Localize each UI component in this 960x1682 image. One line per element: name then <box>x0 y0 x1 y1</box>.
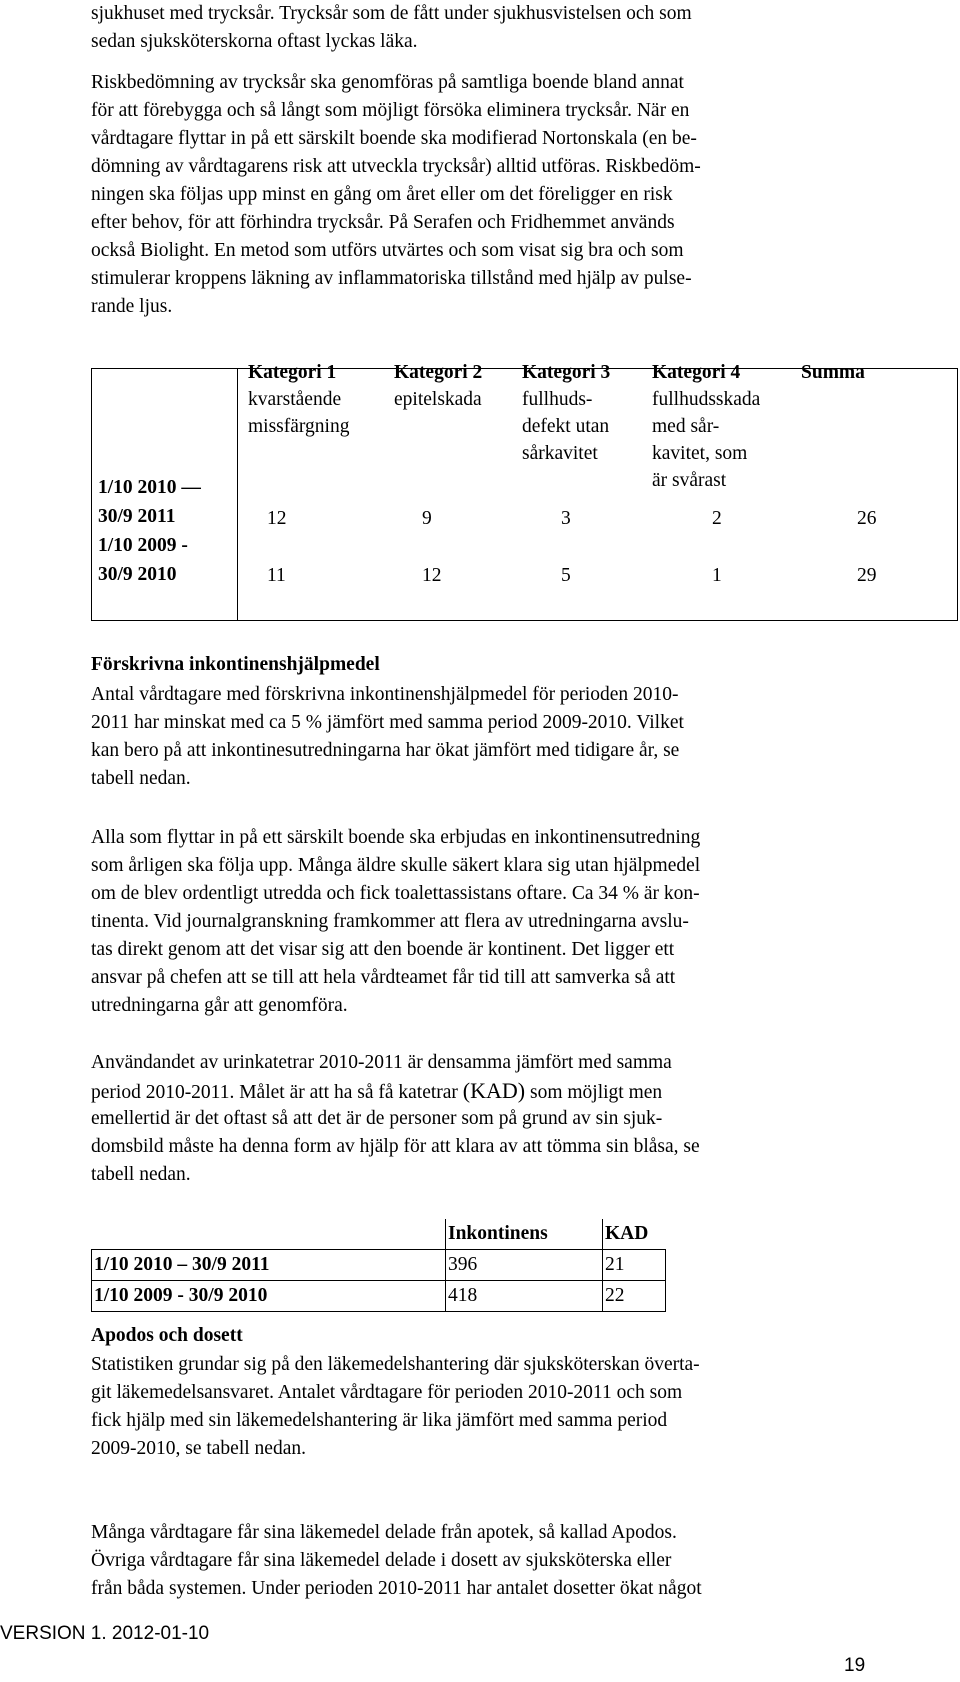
text-line: också Biolight. En metod som utförs utvärtes och som visat sig bra och som <box>91 240 684 261</box>
text-line <box>91 1077 881 1105</box>
intro-paragraph <box>91 0 881 56</box>
text-line: från båda systemen. Under perioden 2010-2011 har antalet dosetter ökat något <box>91 1578 702 1599</box>
text-line: vårdtagare flyttar in på ett särskilt boende ska modifierad Nortonskala (en be- <box>91 128 697 149</box>
table-cell: 29 <box>857 565 877 586</box>
table-cell: 1 <box>712 565 722 586</box>
text-line: Många vårdtagare får sina läkemedel delade från apotek, så kallad Apodos. <box>91 1522 677 1543</box>
header-title: Summa <box>801 362 865 383</box>
incontinence-kad-table <box>91 1219 666 1312</box>
table-cell: 12 <box>422 565 442 586</box>
text-line: 2011 har minskat med ca 5 % jämfört med samma period 2009-2010. Vilket <box>91 712 684 733</box>
text-line: stimulerar kroppens läkning av inflammatoriska tillstånd med hjälp av pulse- <box>91 268 692 289</box>
table-cell: 26 <box>857 508 877 529</box>
text-line: fick hjälp med sin läkemedelshantering är lika jämfört med samma period <box>91 1410 668 1431</box>
period-labels <box>98 473 201 589</box>
text-fragment: period 2010-2011. Målet är att ha så få katetrar <box>91 1082 463 1103</box>
text-line: tas direkt genom att det visar sig att den boende är kontinent. Det ligger ett <box>91 939 675 960</box>
row-label: 1/10 2010 – 30/9 2011 <box>92 1250 446 1281</box>
header-title: Kategori 3 <box>522 362 611 383</box>
text-line: sedan sjuksköterskorna oftast lyckas läka. <box>91 31 418 52</box>
text-line: Användandet av urinkatetrar 2010-2011 är densamma jämfört med samma <box>91 1052 672 1073</box>
table-cell: 418 <box>446 1281 603 1312</box>
header-desc: med sår- <box>652 416 720 437</box>
text-line: dömning av vårdtagarens risk att utveckla trycksår) alltid utföras. Riskbedöm- <box>91 156 701 177</box>
table-cell: 21 <box>603 1250 666 1281</box>
table-cell: 396 <box>446 1250 603 1281</box>
text-line: om de blev ordentligt utredda och fick toalettassistans oftare. Ca 34 % är kon- <box>91 883 700 904</box>
header-title: Kategori 1 <box>248 362 337 383</box>
text-line: ansvar på chefen att se till att hela vårdteamet får tid till att samverka så att <box>91 967 676 988</box>
text-line: 2009-2010, se tabell nedan. <box>91 1438 306 1459</box>
risk-paragraph <box>91 69 881 321</box>
text-line: ningen ska följas upp minst en gång om året eller om det föreligger en risk <box>91 184 673 205</box>
table-cell <box>92 1219 446 1250</box>
table-row <box>92 1281 666 1312</box>
pressure-ulcer-table <box>91 362 958 621</box>
header-summa <box>801 359 865 386</box>
apodos-paragraph-1 <box>91 1351 881 1463</box>
text-line: tabell nedan. <box>91 768 191 789</box>
header-title: Kategori 4 <box>652 362 741 383</box>
header-desc: fullhuds- <box>522 389 593 410</box>
text-line: rande ljus. <box>91 296 173 317</box>
header-desc: är svårast <box>652 470 727 491</box>
header-category-4 <box>652 359 760 494</box>
period-label: 1/10 2010 — <box>98 477 201 498</box>
kad-abbreviation: (KAD) <box>462 1078 526 1103</box>
header-desc: missfärgning <box>248 416 350 437</box>
table-cell: 3 <box>561 508 571 529</box>
text-line: tabell nedan. <box>91 1164 191 1185</box>
header-desc: sårkavitet <box>522 443 598 464</box>
table-cell: 22 <box>603 1281 666 1312</box>
row-label: 1/10 2009 - 30/9 2010 <box>92 1281 446 1312</box>
text-line: som årligen ska följa upp. Många äldre skulle säkert klara sig utan hjälpmedel <box>91 855 701 876</box>
section-heading: Apodos och dosett <box>91 1325 243 1346</box>
text-line: Övriga vårdtagare får sina läkemedel delade i dosett av sjuksköterska eller <box>91 1550 672 1571</box>
table-cell: 9 <box>422 508 432 529</box>
text-line: Antal vårdtagare med förskrivna inkontinenshjälpmedel för perioden 2010- <box>91 684 679 705</box>
table-row <box>92 1250 666 1281</box>
table-cell: 5 <box>561 565 571 586</box>
table-divider <box>237 369 238 620</box>
period-label: 30/9 2010 <box>98 564 177 585</box>
table-header-row <box>92 1219 666 1250</box>
incontinence-paragraph-3 <box>91 1049 881 1189</box>
apodos-paragraph-2 <box>91 1519 881 1603</box>
text-line: git läkemedelsansvaret. Antalet vårdtagare för perioden 2010-2011 och som <box>91 1382 683 1403</box>
page-number: 19 <box>844 1655 866 1676</box>
header-category-2 <box>394 359 482 413</box>
text-line: utredningarna går att genomföra. <box>91 995 348 1016</box>
text-line: emellertid är det oftast så att det är de personer som på grund av sin sjuk- <box>91 1108 663 1129</box>
header-desc: epitelskada <box>394 389 482 410</box>
incontinence-paragraph-2 <box>91 824 881 1020</box>
header-desc: kvarstående <box>248 389 342 410</box>
text-line: sjukhuset med trycksår. Trycksår som de fått under sjukhusvistelsen och som <box>91 3 692 24</box>
header-category-3 <box>522 359 610 467</box>
table-cell: 2 <box>712 508 722 529</box>
incontinence-paragraph-1 <box>91 681 881 793</box>
header-desc: defekt utan <box>522 416 610 437</box>
header-title: Kategori 2 <box>394 362 483 383</box>
section-heading: Förskrivna inkontinenshjälpmedel <box>91 654 380 675</box>
text-line: kan bero på att inkontinesutredningarna har ökat jämfört med tidigare år, se <box>91 740 680 761</box>
text-line: efter behov, för att förhindra trycksår. På Serafen och Fridhemmet används <box>91 212 675 233</box>
header-category-1 <box>248 359 349 440</box>
header-desc: fullhudsskada <box>652 389 761 410</box>
text-line: Riskbedömning av trycksår ska genomföras på samtliga boende bland annat <box>91 72 684 93</box>
period-label: 30/9 2011 <box>98 506 176 527</box>
table-cell: 11 <box>267 565 286 586</box>
table-cell: 12 <box>267 508 287 529</box>
header-desc: kavitet, som <box>652 443 748 464</box>
version-footer: VERSION 1. 2012-01-10 <box>0 1623 210 1644</box>
text-line: tinenta. Vid journalgranskning framkommer att flera av utredningarna avslu- <box>91 911 689 932</box>
period-label: 1/10 2009 - <box>98 535 188 556</box>
text-line: Alla som flyttar in på ett särskilt boende ska erbjudas en inkontinensutredning <box>91 827 701 848</box>
table-header: Inkontinens <box>446 1219 603 1250</box>
text-fragment: som möjligt men <box>525 1082 663 1103</box>
text-line: domsbild måste ha denna form av hjälp för att klara av att tömma sin blåsa, se <box>91 1136 700 1157</box>
text-line: Statistiken grundar sig på den läkemedelshantering där sjuksköterskan överta- <box>91 1354 700 1375</box>
text-line: för att förebygga och så långt som möjligt försöka eliminera trycksår. När en <box>91 100 690 121</box>
table-header: KAD <box>603 1219 666 1250</box>
